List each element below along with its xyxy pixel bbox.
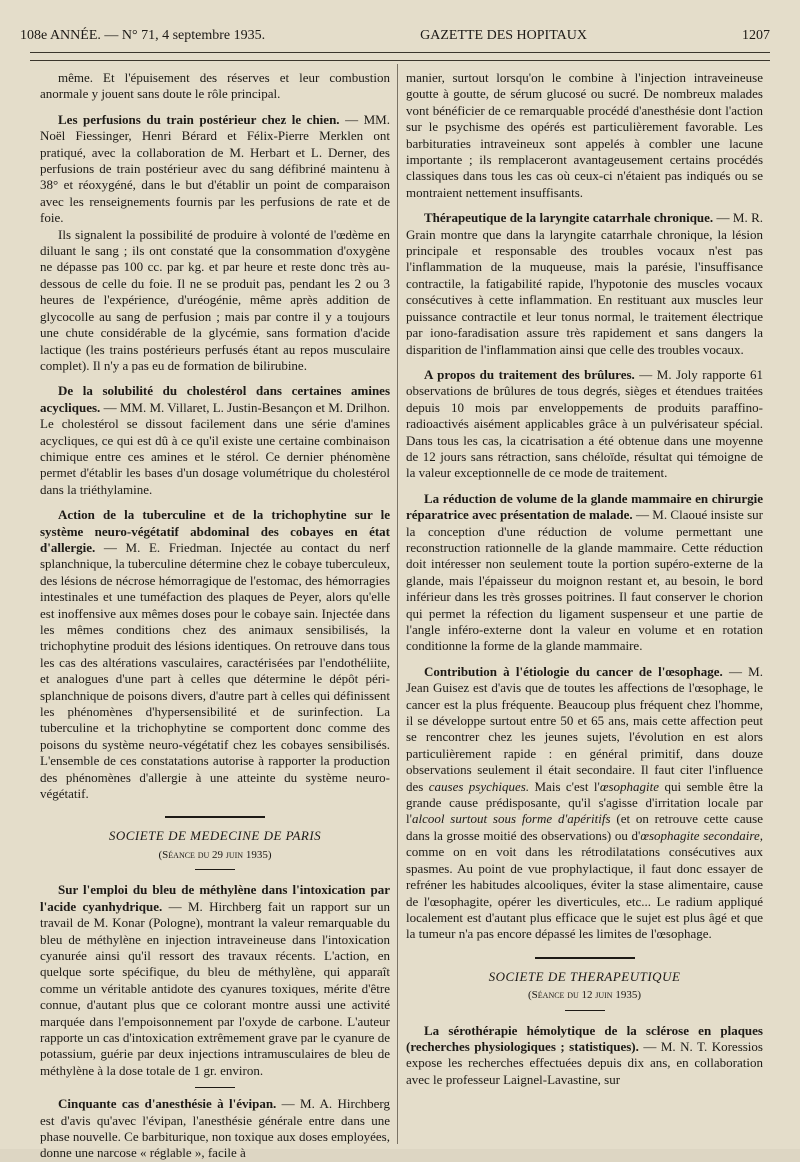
article-body: (et on retrouve cette cause dans la grosse moitié des observations) ou d' xyxy=(406,811,763,843)
section-rule-small xyxy=(195,869,235,870)
article-body: — M. N. T. Koressios expose les recherches effectuées depuis dix ans, en collaboration avec le professeur Laignel-Lavastine, sur xyxy=(406,1038,763,1087)
article-body: — MM. M. Villaret, L. Justin-Besançon et M. Drilhon. Le cholestérol se dissout facilement dans une série d'amines acycliques, ce qui est dû à ce qu'il existe une certaine combinaison chimique entre ces amines et le stérol. Ce dernier phénomène permet d'établir les bases d'un dosage volumétrique du cholestérol dans la triéthylamine. xyxy=(40,399,390,497)
left-column xyxy=(40,70,390,1162)
section-rule xyxy=(535,957,635,959)
article-title: Contribution à l'étiologie du cancer de l'œsophage. xyxy=(424,663,723,679)
society-heading: SOCIETE DE THERAPEUTIQUE xyxy=(488,968,681,984)
article-bleu-methylene xyxy=(40,882,390,1079)
column-divider xyxy=(397,64,398,1144)
article-body: — M. Claoué insiste sur la conception d'une réduction de volume permettant une reconstruction rationnelle de la glande mammaire. Cette réduction doit intéresser non seulement toute la portion supéro-externe de la glande, mais l'épaisseur du moignon restant et, au besoin, le bord inférieur dans les très grosses poitrines. Il faut conserver le chorion qui permet la réfection du ligament suspenseur et une partie de l'angle inféro-externe dont la valeur en volume et en rotation conditionne la forme de la glande mammaire. xyxy=(406,507,763,654)
article-title: La sérothérapie hémolytique de la sclérose en plaques (recherches physiologiques ; statistiques). xyxy=(406,1022,763,1054)
section-rule xyxy=(165,816,265,818)
article-brulures xyxy=(406,367,763,482)
article-title: Cinquante cas d'anesthésie à l'évipan. xyxy=(58,1096,277,1112)
paragraph: manier, surtout lorsqu'on le combine à l'injection intraveineuse goutte à goutte, de sérum glucosé ou sucré. De nombreux malades vont bénéficier de ce remarquable procédé d'anesthésie dont l'action sur le psychisme des opérés est particulièrement favorable. Les barbituraties intraveineux sont appelés à combler une lacune importante ; ils remplaceront avantageusement certains procédés classiques dans tous les cas où ceux-ci n'étaient pas indiqués ou se montraient nettement insuffisants. xyxy=(406,70,763,200)
emphasis: causes psychiques. xyxy=(428,778,530,794)
emphasis: œsophagite secondaire, xyxy=(640,827,763,843)
article-body: Mais c'est l' xyxy=(529,778,600,794)
article-body: — MM. Noël Fiessinger, Henri Bérard et Félix-Pierre Merklen ont pratiqué, avec la collaboration de M. Herbart et L. Derner, des perfusions de train postérieur avec du sang défibriné maintenu à 38° et réoxygéné, dans le but d'établir un point de comparaison avec les renseignements fournis par les perfusions de rate et de foie. xyxy=(40,111,390,226)
paragraph: même. Et l'épuisement des réserves et leur combustion anormale y jouent sans doute le rôle principal. xyxy=(40,70,390,102)
article-body: — M. Joly rapporte 61 observations de brûlures de tous degrés, sièges et étendues traitées depuis 10 mois par enveloppements de produits paraffino-radioactivés aisément applicables grâce à un pulvérisateur spécial. Dans tous les cas, la cicatrisation a été obtenue dans une moyenne de 12 jours sans rétraction, sans chéloïde, résultat qui témoigne de la valeur exceptionnelle de ce mode de traitement. xyxy=(406,366,763,481)
article-evipan xyxy=(40,1096,390,1162)
article-body: qui semble être la grande cause prédisposante, qu'il s'agisse d'irritation locale par l' xyxy=(406,778,763,827)
article-glande-mammaire xyxy=(406,491,763,655)
article-body: — M. R. Grain montre que dans la laryngite catarrhale chronique, la lésion principale et responsable des troubles vocaux n'est pas l'inflammation de la muqueuse, mais la parésie, l'insuffisance contractile, la fatigabilité rapide, l'hypotonie des muscles vocaux consécutives à cette inflammation. En restituant aux muscles leur puissance contractile et leur tonus normal, le traitement électrique par iono-faradisation assure très rapidement et sans dangers la disparition de l'inflammation ainsi que celle des troubles vocaux. xyxy=(406,210,763,357)
article-title: De la solubilité du cholestérol dans certaines amines acycliques. xyxy=(40,383,390,415)
article-cancer-oesophage xyxy=(406,664,763,943)
emphasis: œsophagite xyxy=(599,778,660,794)
article-title: Thérapeutique de la laryngite catarrhale chronique. xyxy=(424,210,714,226)
article-laryngite xyxy=(406,210,763,358)
article-cholesterol xyxy=(40,383,390,498)
page-header xyxy=(20,28,770,48)
header-rule-lower xyxy=(30,60,770,61)
article-body: — M. Jean Guisez est d'avis que de toutes les affections de l'œsophage, le cancer est la plus fréquente. Beaucoup plus fréquent chez l'homme, il se développe surtout entre 50 et 65 ans, mais cette affection peut se rencontrer chez les jeunes sujets, l'évolution en est alors particulièrement rapide : en général primitif, dans douze observations seulement il était secondaire. Il faut citer l'influence des xyxy=(406,663,763,794)
article-body: comme on en voit dans les rétrodilatations consécutives aux spasmes. Au point de vue prophylactique, il faut donc essayer de refréner les habitudes alcooliques, éviter la stase alimentaire, cause de l'œsophagite, opérer les diverticules, etc... Le radium appliqué localement est d'autant plus efficace que le sujet est plus âgé et que la tumeur n'a pas encore dépassé les limites de l'œsophage. xyxy=(406,844,763,942)
emphasis: alcool surtout sous forme d'apéritifs xyxy=(411,811,611,827)
society-heading: SOCIETE DE MEDECINE DE PARIS xyxy=(108,828,322,844)
article-perfusions xyxy=(40,112,390,227)
article-title: Action de la tuberculine et de la trichophytine sur le système neuro-végétatif abdominal des cobayes en état d'allergie. xyxy=(40,507,390,555)
article-serotherapie xyxy=(406,1023,763,1089)
article-title: La réduction de volume de la glande mammaire en chirurgie réparatrice avec présentation de malade. xyxy=(406,490,763,523)
paragraph: Ils signalent la possibilité de produire à volonté de l'œdème en diluant le sang ; ils ont constaté que la consommation d'oxygène ne dépasse pas 100 cc. par kg. et par heure et reste donc très au-dessous de celle du foie. Il ne se produit pas, pendant les 2 ou 3 heures de l'expérience, d'uréogénie, même après addition de glycocolle au sang de perfusion ; mais par contre il y a toujours une chute considérable de la glycémie, sans formation d'acide lactique (les trains postérieurs perfusés étant au repos musculaire complet). Il n'y a pas eu de formation de bilirubine. xyxy=(40,226,390,373)
seance-date: (Séance du 12 juin 1935) xyxy=(528,989,641,1002)
header-rule xyxy=(30,52,770,53)
article-title: Les perfusions du train postérieur chez le chien. xyxy=(58,111,340,127)
article-separator xyxy=(195,1087,235,1088)
article-body: — M. Hirchberg fait un rapport sur un travail de M. Konar (Pologne), montrant la valeur remarquable du bleu de méthylène en injection intraveineuse dans l'intoxication cyanurée ainsi qu'il ressort des travaux récents. L'action, en quelque sorte spécifique, du bleu de méthylène, qui apparaît comme un véritable antidote des cyanures toxiques, mérite d'être connue, d'autant plus que ce colorant montre aussi une activité marquée dans l'empoisonnement par l'oxyde de carbone. L'auteur rapporte un cas d'intoxication extrêmement grave par le cyanure de potassium, guérie par deux injections intramusculaires de bleu de méthylène à la dose totale de 1 gr. environ. xyxy=(40,898,390,1078)
section-rule-small xyxy=(565,1010,605,1011)
article-tuberculine xyxy=(40,507,390,802)
header-journal-title: GAZETTE DES HOPITAUX xyxy=(420,28,587,43)
article-title: A propos du traitement des brûlures. xyxy=(424,366,635,382)
seance-date: (Séance du 29 juin 1935) xyxy=(158,848,272,861)
article-body: — M. E. Friedman. Injectée au contact du nerf splanchnique, la tuberculine détermine chez le cobaye tuberculeux, des lésions de nécrose hémorragique de l'estomac, des hémorragies intestinales et une tuméfaction des plaques de Peyer, alors qu'elle est inoffensive aux mêmes doses pour le cobaye sain. Injectée dans les mêmes conditions chez des animaux sensibilisés, la trichophytine produit des lésions identiques. On retrouve dans tous les cas des altérations vasculaires, caractérisées par l'endothéliite, et analogues d'une part à celles que détermine le dépôt péri-splanchnique de poisons divers, d'autre part à celles qui définissent les phénomènes d'hypersensibilité et de surinfection. La tuberculine et la trichophytine se comportent donc comme des poisons du système neuro-végétatif chez les cobayes sensibilisés. L'ensemble de ces constatations autorise à rapporter la production des phénomènes d'allergie à une atteinte du système neuro-végétatif. xyxy=(40,539,390,802)
article-body: — M. A. Hirchberg est d'avis qu'avec l'évipan, l'anesthésie générale entre dans une phase nouvelle. Ce barbiturique, non toxique aux doses employées, donne une narcose « réglable », facile à xyxy=(40,1096,390,1161)
article-title: Sur l'emploi du bleu de méthylène dans l'intoxication par l'acide cyanhydrique. xyxy=(40,882,390,914)
header-issue: 108e ANNÉE. — N° 71, 4 septembre 1935. xyxy=(20,28,266,43)
header-page-number: 1207 xyxy=(741,28,770,43)
right-column xyxy=(406,70,763,1088)
